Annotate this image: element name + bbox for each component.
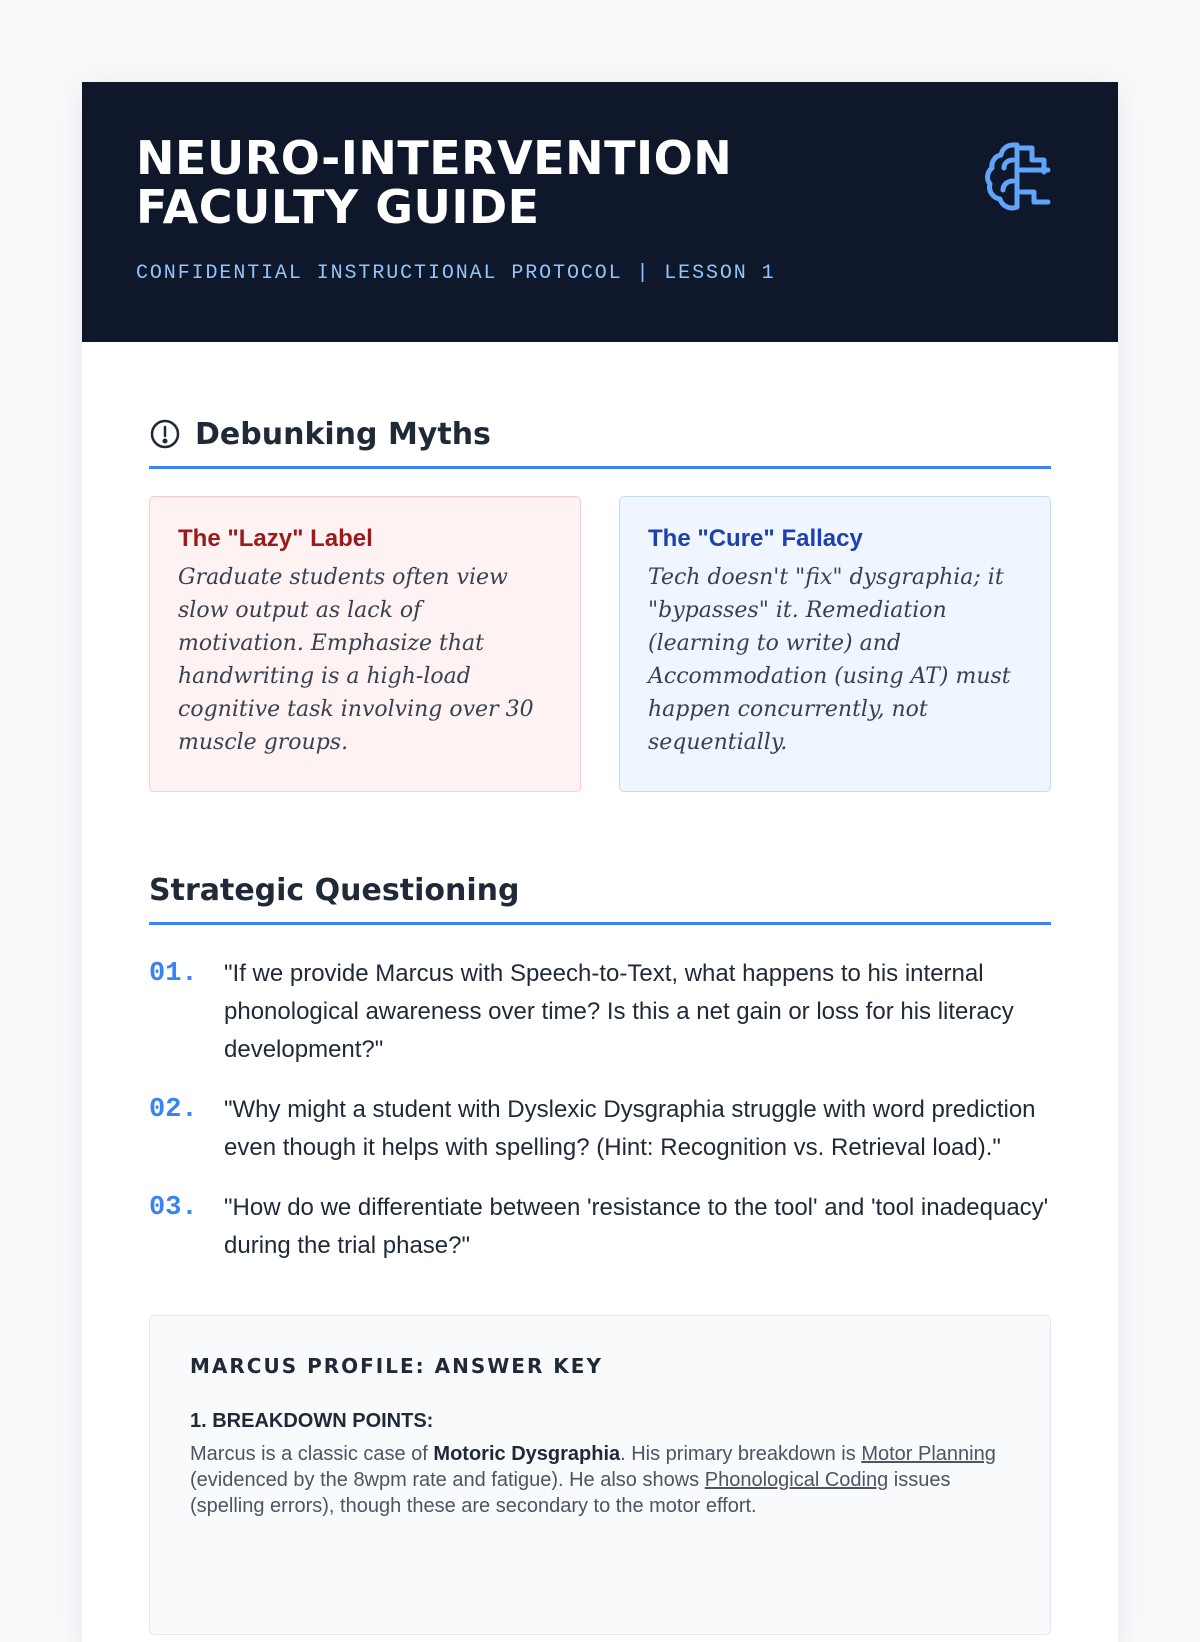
question-item [149,1094,1051,1167]
question-number: 03. [149,1193,198,1223]
question-text: "If we provide Marcus with Speech-to-Text, what happens to his internal phonological awareness over time? Is this a net gain or loss for his literacy development?" [224,960,1014,1063]
strategic-questioning-title: Strategic Questioning [149,872,520,908]
debunking-myths-heading [149,412,1051,469]
answer-key-title: MARCUS PROFILE: ANSWER KEY [190,1354,603,1378]
myth-card-list [149,496,1051,792]
debunking-myths-section [149,412,1051,792]
question-text: "Why might a student with Dyslexic Dysgraphia struggle with word prediction even though it helps with spelling? (Hint: Recognition vs. Retrieval load)." [224,1096,1036,1161]
answer-text-segment: . His primary breakdown is [620,1443,862,1465]
guide-content [82,412,1118,1635]
breakdown-points-label: 1. BREAKDOWN POINTS: [190,1410,434,1432]
answer-key-panel [149,1315,1051,1635]
question-item [149,1192,1051,1265]
faculty-guide-page [82,82,1118,1642]
myth-card-text: Tech doesn't "fix" dysgraphia; it "bypasses" it. Remediation (learning to write) and Accommodation (using AT) must happen concurrently, not sequentially. [648,565,1011,755]
answer-highlight-motoric-dysgraphia: Motoric Dysgraphia [433,1443,621,1465]
question-item [149,958,1051,1069]
guide-title: NEURO-INTERVENTION FACULTY GUIDE [136,131,733,234]
breakdown-points-text [190,1441,1010,1519]
answer-underline-phonological-coding: Phonological Coding [704,1469,889,1491]
strategic-questioning-section [149,868,1051,1265]
myth-card-lazy-label [149,496,581,792]
question-number: 02. [149,1095,198,1125]
debunking-myths-title: Debunking Myths [195,416,491,452]
guide-header [82,82,1118,342]
brain-circuit-icon [982,136,1060,214]
question-text: "How do we differentiate between 'resistance to the tool' and 'tool inadequacy' during the trial phase?" [224,1194,1049,1259]
answer-text-segment: issues (spelling errors), though these are secondary to the motor effort. [190,1469,951,1517]
strategic-questioning-heading [149,868,1051,925]
myth-card-cure-fallacy [619,496,1051,792]
myth-card-title: The "Lazy" Label [178,525,373,552]
answer-text-segment: Marcus is a classic case of [190,1443,434,1465]
guide-subtitle: CONFIDENTIAL INSTRUCTIONAL PROTOCOL | LESSON 1 [136,262,776,285]
answer-text-segment: (evidenced by the 8wpm rate and fatigue). He also shows [190,1469,705,1491]
question-list [149,958,1051,1265]
question-number: 01. [149,959,198,989]
myth-card-text: Graduate students often view slow output as lack of motivation. Emphasize that handwriting is a high-load cognitive task involving over 30 muscle groups. [178,565,534,755]
answer-underline-motor-planning: Motor Planning [861,1443,996,1465]
myth-card-title: The "Cure" Fallacy [648,525,863,552]
alert-circle-icon [149,418,181,450]
